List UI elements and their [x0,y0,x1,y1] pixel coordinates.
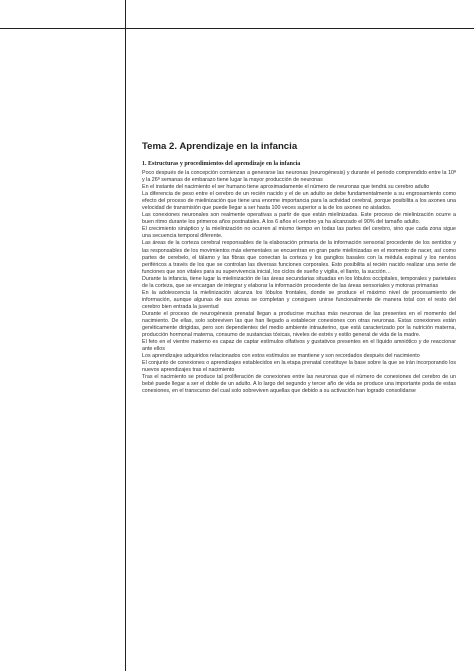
paragraph: Tras el nacimiento se produce tal proliferación de conexiones entre las neuronas que el número de conexiones del cerebro de un bebé puede llegar a ser el doble de un adulto. A lo largo del segundo y tercer año de vida se produce una importante poda de estas conexiones, en el transcurso del cual solo sobreviven aquellas que debido a su activación han logrado consolidarse [142,374,456,395]
paragraph: La diferencia de peso entre el cerebro de un recién nacido y el de un adulto se debe fundamentalmente a su engrosamiento como efecto del proceso de mielinización que tiene una enorme importancia para la actividad cerebral, porque posibilita a los axones una velocidad de transmisión que puede llegar a ser hasta 100 veces superior a la de los axones no aislados. [142,191,456,212]
paragraph: El feto en el vientre materno es capaz de captar estímulos olfativos y gustativos presentes en el líquido amniótico y de reaccionar ante ellos [142,339,456,353]
paragraph: El crecimiento sináptico y la mielinización no ocurren al mismo tiempo en todas las partes del cerebro, sino que cada zona sigue una secuencia temporal diferente. [142,226,456,240]
page-title: Tema 2. Aprendizaje en la infancia [142,141,298,152]
paragraph: Las conexiones neuronales son realmente operativas a partir de que están mielinizadas. Este proceso de mielinización ocurre a buen ritmo durante los primeros años postnatales. A los 6 años el cerebro ya ha alcanzado el 90% del tamaño adulto. [142,212,456,226]
document-body [142,141,456,396]
paragraph: El conjunto de conexiones o aprendizajes establecidos en la etapa prenatal constituye la base sobre la que se irán incorporando los nuevos aprendizajes tras el nacimiento [142,360,456,374]
paragraph: Durante la infancia, tiene lugar la mielinización de las áreas secundarias situadas en los lóbulos occipitales, temporales y parietales de la corteza, que se encargan de integrar y elaborar la información procedente de las áreas sensoriales y motoras primarias [142,275,456,289]
paragraph: En el instante del nacimiento el ser humano tiene aproximadamente el número de neuronas que tendrá su cerebro adulto [142,184,430,191]
header-rule [0,28,474,29]
paragraph: En la adolescencia la mielinización alcanza los lóbulos frontales, donde se produce el máximo nivel de procesamiento de información, aunque algunas de sus zonas se completan y consiguen unirse funcionalmente de manera total con el resto del cerebro bien entrada la juventud [142,289,456,310]
margin-rule [125,0,126,671]
paragraph: Los aprendizajes adquiridos relacionados con estos estímulos se mantiene y son recordados después del nacimiento [142,353,420,360]
section-heading: 1. Estructuras y procedimientos del aprendizaje en la infancia [142,161,301,167]
paragraph: Las áreas de la corteza cerebral responsables de la elaboración primaria de la información sensorial procedente de los sentidos y las responsables de los movimientos más elementales se encuentran en gran parte mielinizadas en el momento de nacer, así como partes de cerebelo, el tálamo y las fibras que conectan la corteza y los ganglios basales con la médula espinal y los nervios periféricos a través de los que se controlan las diversas funciones corporales. Esto posibilita al recién nacido realizar una serie de funciones que son vitales para su supervivencia inicial, los ciclos de sueño y vigilia, el llanto, la succión… [142,240,456,275]
paragraph: Durante el proceso de neurogénesis prenatal llegan a producirse muchas más neuronas de las presentes en el momento del nacimiento. De ellas, solo sobreviven las que han llegado a establecer conexiones con otras neuronas. Estas conexiones están genéticamente dirigidas, pero son dependientes del medio ambiente intrauterino, que está caracterizado por la nutrición materna, producción hormonal materna, consumo de sustancias tóxicas, niveles de estrés y estilo general de vida de la madre. [142,310,456,339]
paragraph: Poco después de la concepción comienzan a generarse las neuronas (neurogénesis) y durante el periodo comprendido entre la 10ª y la 26ª semanas de embarazo tiene lugar la mayor producción de neuronas [142,170,456,184]
